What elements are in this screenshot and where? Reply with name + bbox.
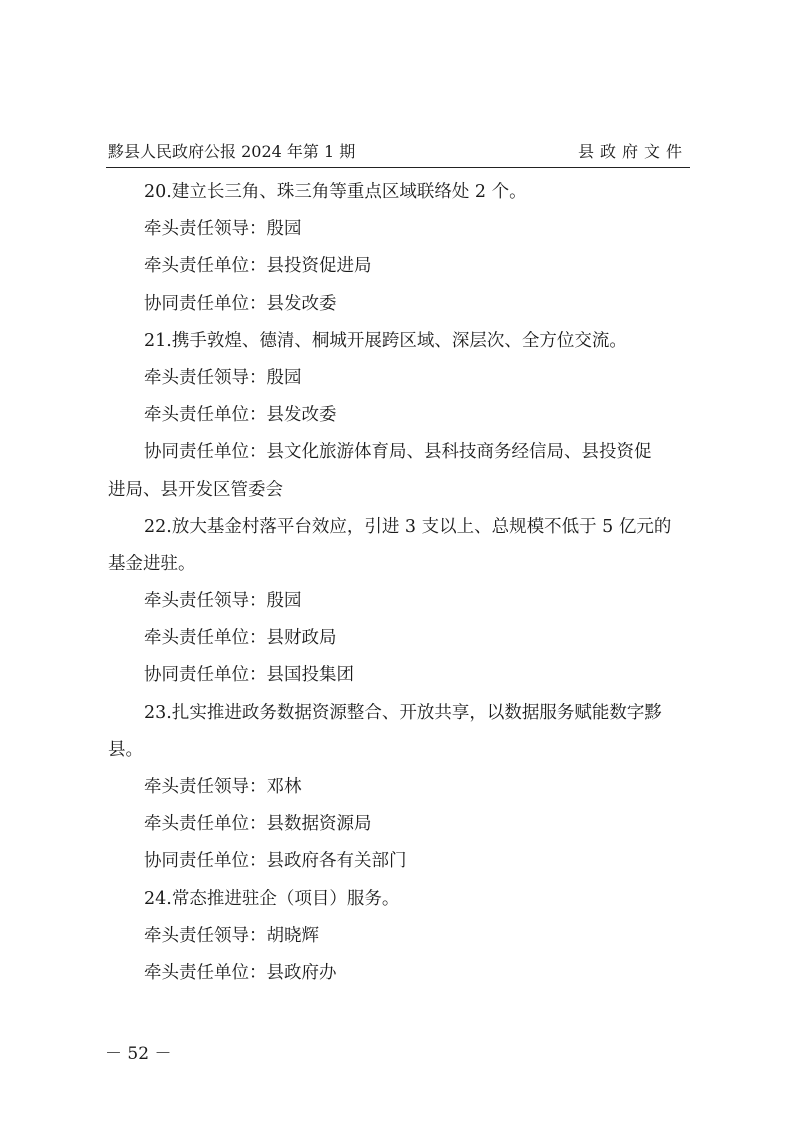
- header-divider: [106, 167, 690, 168]
- lead-unit: 牵头责任单位：县数据资源局: [144, 814, 372, 835]
- item-23-title: 23.扎实推进政务数据资源整合、开放共享，以数据服务赋能数字黟: [144, 702, 662, 723]
- lead-unit: 牵头责任单位：县政府办: [144, 962, 337, 983]
- cooperating-unit: 协同责任单位：县发改委: [144, 293, 337, 314]
- cooperating-unit: 协同责任单位：县文化旅游体育局、县科技商务经信局、县投资促: [144, 442, 652, 463]
- lead-unit: 牵头责任单位：县发改委: [144, 405, 337, 426]
- item-22-title-continued: 基金进驻。: [108, 553, 196, 574]
- lead-leader: 牵头责任领导：殷园: [144, 219, 302, 240]
- item-21-title: 21.携手敦煌、德清、桐城开展跨区域、深层次、全方位交流。: [144, 330, 627, 351]
- item-20-title: 20.建立长三角、珠三角等重点区域联络处 2 个。: [144, 182, 527, 202]
- cooperating-unit-continued: 进局、县开发区管委会: [108, 479, 283, 500]
- lead-leader: 牵头责任领导：胡晓辉: [144, 925, 319, 946]
- bulletin-title: 黟县人民政府公报 2024 年第 1 期: [108, 142, 356, 161]
- item-22-title: 22.放大基金村落平台效应，引进 3 支以上、总规模不低于 5 亿元的: [144, 516, 672, 537]
- lead-leader: 牵头责任领导：邓林: [144, 777, 302, 797]
- lead-unit: 牵头责任单位：县财政局: [144, 628, 337, 649]
- lead-leader: 牵头责任领导：殷园: [144, 591, 302, 612]
- section-label: 县政府文件: [577, 142, 688, 161]
- item-24-title: 24.常态推进驻企（项目）服务。: [144, 888, 400, 909]
- page-number: － 52 －: [105, 1044, 172, 1064]
- lead-leader: 牵头责任领导：殷园: [144, 367, 302, 388]
- document-body: [108, 174, 688, 992]
- page-header: [108, 141, 688, 165]
- cooperating-unit: 协同责任单位：县国投集团: [144, 665, 354, 686]
- item-23-title-continued: 县。: [108, 739, 143, 760]
- cooperating-unit: 协同责任单位：县政府各有关部门: [144, 851, 407, 872]
- lead-unit: 牵头责任单位：县投资促进局: [144, 256, 372, 277]
